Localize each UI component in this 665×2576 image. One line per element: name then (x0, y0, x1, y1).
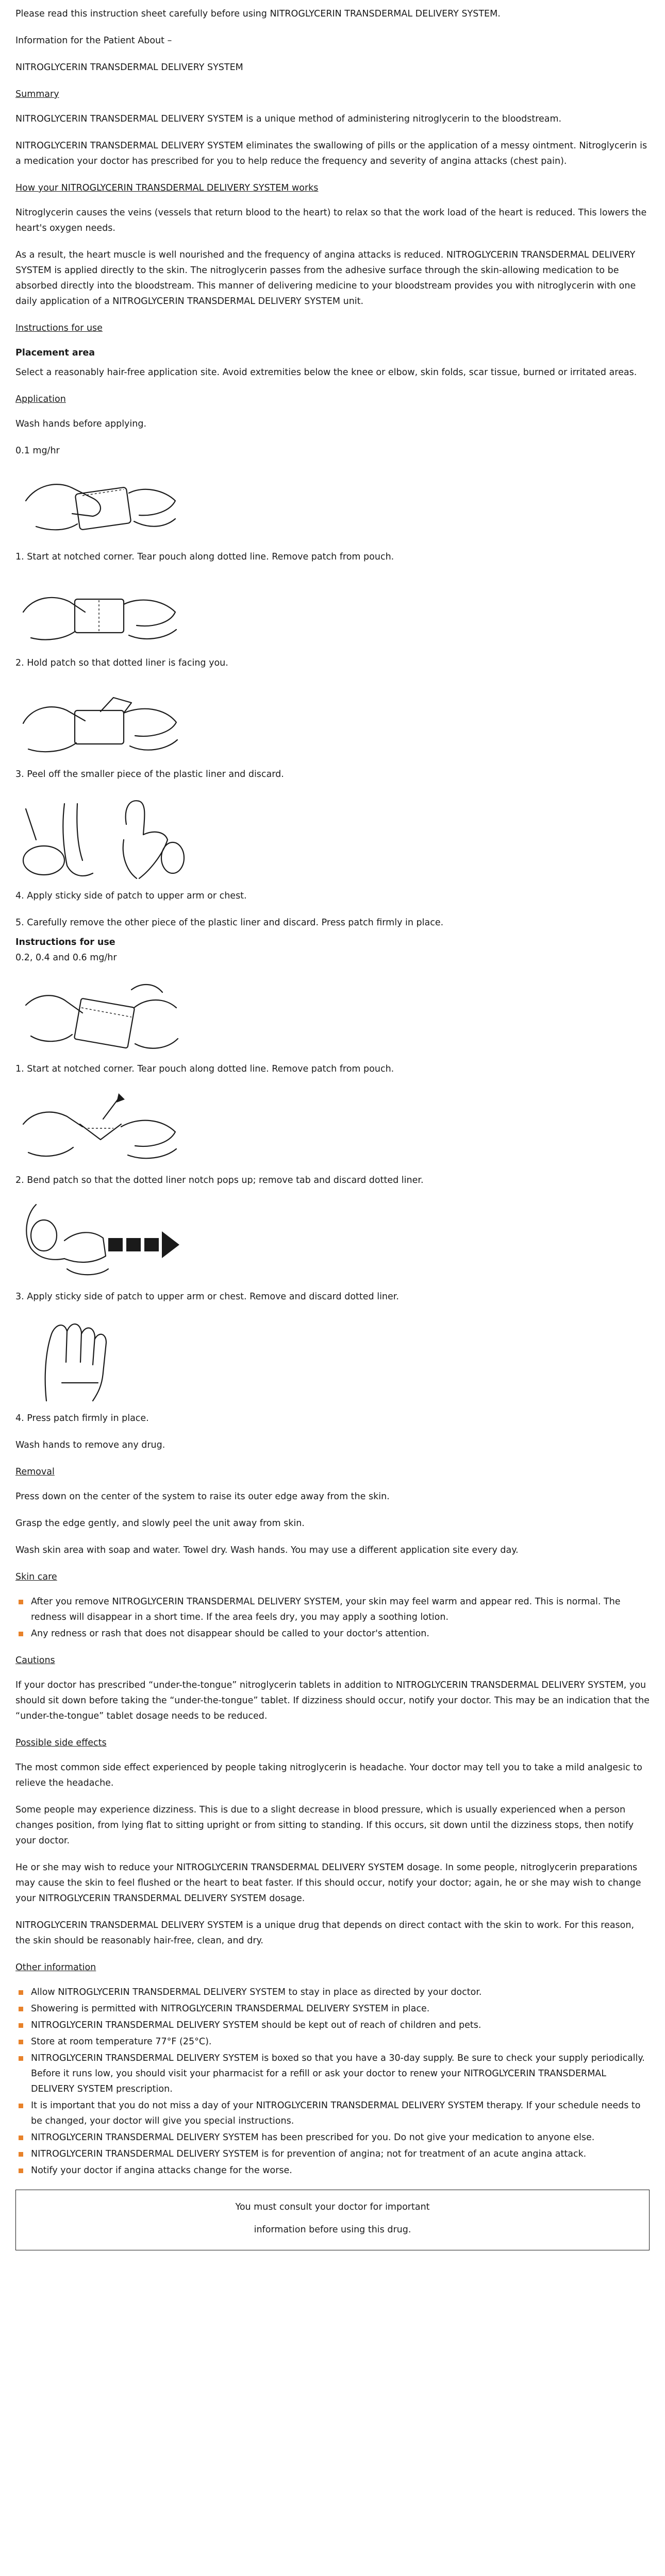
side-effects-paragraph-1: The most common side effect experienced by people taking nitroglycerin is headache. Your doctor may tell you to take a mild analgesic to relieve the headache. (15, 1762, 642, 1788)
list-item: It is important that you do not miss a day of your NITROGLYCERIN TRANSDERMAL DELIVERY SYSTEM therapy. If your schedule needs to be changed, your doctor will give you special instructions. (15, 2098, 650, 2129)
placement-text: Select a reasonably hair-free application site. Avoid extremities below the knee or elbow, skin folds, scar tissue, burned or irritated areas. (15, 367, 637, 378)
info-for-patient: Information for the Patient About – (15, 36, 172, 46)
list-item: Showering is permitted with NITROGLYCERIN TRANSDERMAL DELIVERY SYSTEM in place. (15, 2001, 650, 2016)
other-info-heading: Other information (15, 1962, 96, 1973)
list-item: NITROGLYCERIN TRANSDERMAL DELIVERY SYSTEM has been prescribed for you. Do not give your medication to anyone else. (15, 2130, 650, 2145)
removal-heading: Removal (15, 1467, 55, 1477)
summary-paragraph-1: NITROGLYCERIN TRANSDERMAL DELIVERY SYSTEM is a unique method of administering nitroglycerin to the bloodstream. (15, 114, 562, 124)
instructions-b-heading: Instructions for use (15, 937, 115, 947)
skin-care-heading: Skin care (15, 1572, 57, 1582)
step-a4-illustration (15, 793, 650, 881)
removal-paragraph-1: Press down on the center of the system to raise its outer edge away from the skin. (15, 1492, 390, 1502)
list-item: NITROGLYCERIN TRANSDERMAL DELIVERY SYSTEM should be kept out of reach of children and pets. (15, 2018, 650, 2033)
list-item: NITROGLYCERIN TRANSDERMAL DELIVERY SYSTEM is for prevention of angina; not for treatment of an acute angina attack. (15, 2146, 650, 2162)
step-b1-text: 1. Start at notched corner. Tear pouch along dotted line. Remove patch from pouch. (15, 1064, 394, 1074)
summary-heading: Summary (15, 89, 59, 99)
step-a1-text: 1. Start at notched corner. Tear pouch along dotted line. Remove patch from pouch. (15, 552, 394, 562)
side-effects-paragraph-4: NITROGLYCERIN TRANSDERMAL DELIVERY SYSTEM is a unique drug that depends on direct contact with the skin to work. For this reason, the skin should be reasonably hair-free, clean, and dry. (15, 1920, 635, 1946)
step-b3-text: 3. Apply sticky side of patch to upper arm or chest. Remove and discard dotted liner. (15, 1292, 399, 1302)
instructions-heading: Instructions for use (15, 323, 103, 333)
step-b2-illustration (15, 1088, 650, 1165)
dose-b-label: 0.2, 0.4 and 0.6 mg/hr (15, 953, 117, 963)
summary-paragraph-2: NITROGLYCERIN TRANSDERMAL DELIVERY SYSTEM eliminates the swallowing of pills or the application of a messy ointment. Nitroglycerin is a medication your doctor has prescribed for you to help reduce the frequency and severity of angina attacks (chest pain). (15, 141, 647, 166)
list-item: After you remove NITROGLYCERIN TRANSDERMAL DELIVERY SYSTEM, your skin may feel warm and appear red. This is normal. The redness will disappear in a short time. If the area feels dry, you may apply a soothing lotion. (15, 1594, 650, 1625)
step-a3-illustration (15, 682, 650, 759)
list-item: Any redness or rash that does not disappear should be called to your doctor's attention. (15, 1626, 650, 1641)
step-b4-illustration (15, 1316, 650, 1403)
list-item: Store at room temperature 77°F (25°C). (15, 2034, 650, 2049)
skin-care-list (15, 1594, 650, 1641)
step-b2-text: 2. Bend patch so that the dotted liner notch pops up; remove tab and discard dotted liner. (15, 1175, 424, 1185)
application-heading: Application (15, 394, 66, 404)
notice-line-1: You must consult your doctor for important (235, 2202, 430, 2212)
removal-paragraph-2: Grasp the edge gently, and slowly peel the unit away from skin. (15, 1518, 305, 1529)
step-b4-text: 4. Press patch firmly in place. (15, 1413, 149, 1423)
cautions-heading: Cautions (15, 1655, 55, 1666)
list-item: NITROGLYCERIN TRANSDERMAL DELIVERY SYSTEM is boxed so that you have a 30-day supply. Be sure to check your supply periodically. Before it runs low, you should visit your pharmacist for a refill or ask your doctor to renew your NITROGLYCERIN TRANSDERMAL DELIVERY SYSTEM prescription. (15, 2050, 650, 2097)
wash-before-text: Wash hands before applying. (15, 419, 147, 429)
side-effects-paragraph-3: He or she may wish to reduce your NITROGLYCERIN TRANSDERMAL DELIVERY SYSTEM dosage. In some people, nitroglycerin preparations may cause the skin to feel flushed or the heart to beat faster. If this should occur, notify your doctor; again, he or she may wish to change your NITROGLYCERIN TRANSDERMAL DELIVERY SYSTEM dosage. (15, 1862, 641, 1904)
step-a1-illustration (15, 470, 650, 542)
step-a5-text: 5. Carefully remove the other piece of the plastic liner and discard. Press patch firmly in place. (15, 918, 444, 928)
step-a4-text: 4. Apply sticky side of patch to upper arm or chest. (15, 891, 247, 901)
step-b3-illustration (15, 1199, 650, 1282)
how-works-heading: How your NITROGLYCERIN TRANSDERMAL DELIVERY SYSTEM works (15, 183, 319, 193)
step-b1-illustration (15, 977, 650, 1054)
list-item: Notify your doctor if angina attacks change for the worse. (15, 2163, 650, 2178)
how-works-paragraph-1: Nitroglycerin causes the veins (vessels that return blood to the heart) to relax so that the work load of the heart is reduced. This lowers the heart's oxygen needs. (15, 208, 647, 233)
step-a2-text: 2. Hold patch so that dotted liner is facing you. (15, 658, 228, 668)
step-a3-text: 3. Peel off the smaller piece of the plastic liner and discard. (15, 769, 284, 779)
product-name: NITROGLYCERIN TRANSDERMAL DELIVERY SYSTEM (15, 62, 243, 73)
intro-text: Please read this instruction sheet carefully before using NITROGLYCERIN TRANSDERMAL DELIVERY SYSTEM. (15, 9, 501, 19)
side-effects-heading: Possible side effects (15, 1738, 107, 1748)
removal-paragraph-3: Wash skin area with soap and water. Towel dry. Wash hands. You may use a different application site every day. (15, 1545, 519, 1555)
how-works-paragraph-2: As a result, the heart muscle is well nourished and the frequency of angina attacks is reduced. NITROGLYCERIN TRANSDERMAL DELIVERY SYSTEM is applied directly to the skin. The nitroglycerin passes from the adhesive surface through the skin-allowing medication to be absorbed directly into the bloodstream. This manner of delivering medicine to your bloodstream provides you with nitroglycerin with one daily application of a NITROGLYCERIN TRANSDERMAL DELIVERY SYSTEM unit. (15, 250, 636, 307)
other-info-list (15, 1985, 650, 2178)
notice-line-2: information before using this drug. (254, 2225, 411, 2235)
dose-a-label: 0.1 mg/hr (15, 446, 60, 456)
wash-after-text: Wash hands to remove any drug. (15, 1440, 165, 1450)
consult-doctor-notice (15, 2190, 650, 2250)
cautions-paragraph: If your doctor has prescribed “under-the-tongue” nitroglycerin tablets in addition to NITROGLYCERIN TRANSDERMAL DELIVERY SYSTEM, you should sit down before taking the “under-the-tongue” tablet. If dizziness should occur, notify your doctor. This may be an indication that the “under-the-tongue” tablet dosage needs to be reduced. (15, 1680, 650, 1721)
step-a2-illustration (15, 576, 650, 648)
list-item: Allow NITROGLYCERIN TRANSDERMAL DELIVERY SYSTEM to stay in place as directed by your doctor. (15, 1985, 650, 2000)
placement-label: Placement area (15, 348, 95, 358)
side-effects-paragraph-2: Some people may experience dizziness. This is due to a slight decrease in blood pressure, which is usually experienced when a person changes position, from lying flat to sitting upright or from sitting to standing. If this occurs, sit down until the dizziness stops, then notify your doctor. (15, 1805, 634, 1846)
